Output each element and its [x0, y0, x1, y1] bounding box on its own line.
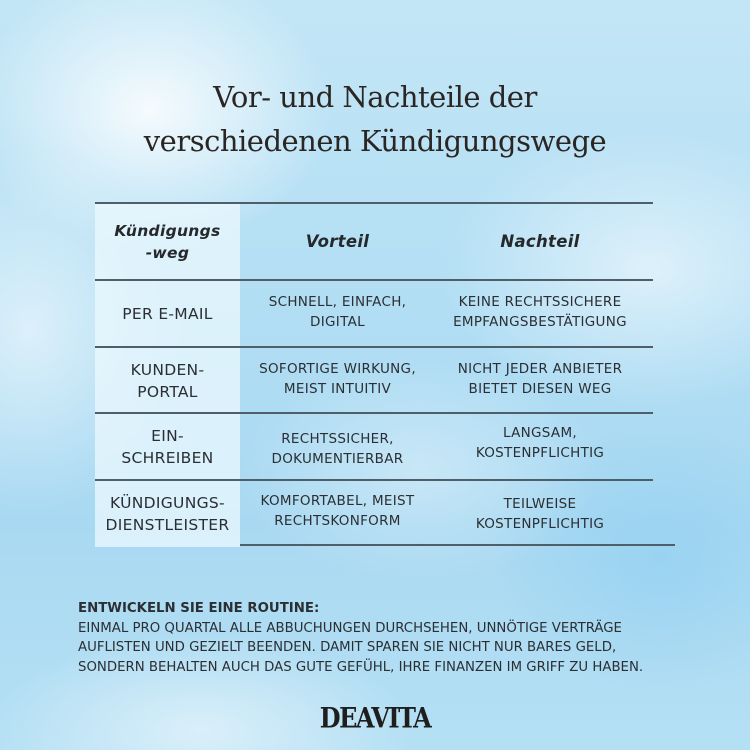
row-4-disadvantage-line-2: KOSTENPFLICHTIG [475, 516, 605, 532]
page-title [0, 75, 750, 163]
header-method [95, 204, 240, 280]
row-2-disadvantage-line-2: BIETET DIESEN WEG [468, 381, 612, 397]
row-2-method [95, 348, 240, 414]
tip-line-3: SONDERN BEHALTEN AUCH DAS GUTE GEFÜHL, IHRE FINANZEN IM GRIFF ZU HABEN. [78, 659, 644, 675]
row-2-disadvantage-line-1: NICHT JEDER ANBIETER [457, 361, 623, 377]
row-4-advantage [240, 480, 435, 542]
row-2-advantage [240, 348, 435, 410]
row-1-advantage-line-1: SCHNELL, EINFACH, [268, 294, 407, 310]
title-line-1: Vor- und Nachteile der [213, 80, 537, 114]
row-2-method-line-1: KUNDEN- [130, 361, 205, 379]
header-advantage-label: Vorteil [305, 232, 370, 251]
row-3-method [95, 414, 240, 480]
row-4-method [95, 481, 240, 547]
row-2-method-line-2: PORTAL [137, 383, 198, 401]
row-1-disadvantage [425, 281, 655, 343]
tip-line-2: AUFLISTEN UND GEZIELT BEENDEN. DAMIT SPAREN SIE NICHT NUR BARES GELD, [78, 640, 617, 655]
row-3-advantage [240, 416, 435, 482]
row-2-disadvantage [425, 348, 655, 410]
row-3-method-line-2: SCHREIBEN [121, 449, 214, 467]
routine-tip [78, 599, 718, 677]
row-1-method-line-1: PER E-MAIL [122, 305, 213, 323]
row-4-method-line-2: DIENSTLEISTER [105, 516, 230, 534]
row-4-advantage-line-1: KOMFORTABEL, MEIST [260, 493, 415, 509]
row-3-disadvantage-line-2: KOSTENPFLICHTIG [475, 445, 605, 461]
row-1-advantage-line-2: DIGITAL [310, 314, 365, 330]
deavita-logo: DEAVITA [319, 700, 431, 735]
tip-heading: ENTWICKELN SIE EINE ROUTINE: [78, 601, 320, 616]
row-1-method [95, 281, 240, 347]
row-4-disadvantage-line-1: TEILWEISE [503, 496, 577, 512]
header-advantage [240, 204, 435, 280]
row-1-advantage [240, 281, 435, 343]
row-3-method-line-1: EIN- [151, 427, 184, 445]
row-3-disadvantage-line-1: LANGSAM, [502, 425, 578, 441]
row-2-advantage-line-2: MEIST INTUITIV [283, 381, 392, 397]
header-disadvantage [425, 204, 655, 280]
title-line-2: verschiedenen Kündigungswege [143, 124, 607, 158]
header-method-line-1: Kündigungs [114, 222, 221, 240]
row-1-disadvantage-line-2: EMPFANGSBESTÄTIGUNG [453, 314, 627, 330]
header-disadvantage-label: Nachteil [500, 232, 580, 251]
row-3-disadvantage [425, 412, 655, 474]
row-3-advantage-line-1: RECHTSSICHER, [281, 431, 394, 447]
row-4-disadvantage [425, 481, 655, 547]
row-2-advantage-line-1: SOFORTIGE WIRKUNG, [259, 361, 416, 377]
row-1-disadvantage-line-1: KEINE RECHTSSICHERE [458, 294, 622, 310]
tip-line-1: EINMAL PRO QUARTAL ALLE ABBUCHUNGEN DURCHSEHEN, UNNÖTIGE VERTRÄGE [78, 620, 622, 636]
row-3-advantage-line-2: DOKUMENTIERBAR [271, 451, 404, 467]
row-4-method-line-1: KÜNDIGUNGS- [110, 494, 225, 512]
header-method-line-2: -weg [145, 244, 190, 262]
row-4-advantage-line-2: RECHTSKONFORM [274, 513, 401, 529]
